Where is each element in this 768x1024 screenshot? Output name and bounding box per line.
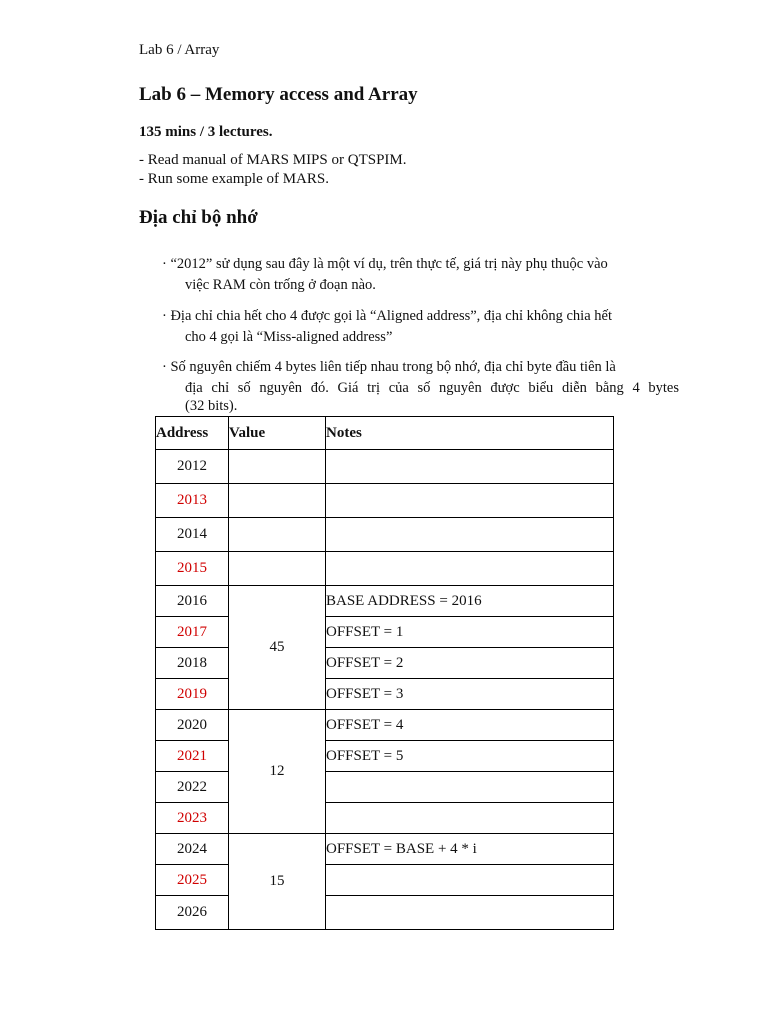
address-cell: 2014 — [156, 518, 229, 552]
bullet-item — [162, 254, 679, 296]
address-cell: 2023 — [156, 803, 229, 834]
table-header-row — [156, 417, 614, 450]
address-cell: 2015 — [156, 552, 229, 586]
address-cell: 2020 — [156, 710, 229, 741]
address-cell: 2026 — [156, 896, 229, 930]
value-cell: 45 — [229, 586, 326, 710]
bullet-text: · “2012” sử dụng sau đây là một ví dụ, trên thực tế, giá trị này phụ thuộc vào — [162, 256, 608, 272]
bullet-text: · Số nguyên chiếm 4 bytes liên tiếp nhau trong bộ nhớ, địa chỉ byte đầu tiên là — [162, 359, 616, 375]
table-row — [156, 896, 614, 930]
bullet-text-continued: cho 4 gọi là “Miss-aligned address” — [185, 329, 393, 345]
table-row — [156, 552, 614, 586]
lab-duration: 135 mins / 3 lectures. — [139, 124, 273, 140]
table-row — [156, 617, 614, 648]
address-cell: 2018 — [156, 648, 229, 679]
notes-cell — [326, 896, 614, 930]
table-row — [156, 741, 614, 772]
table-row — [156, 710, 614, 741]
value-cell: 15 — [229, 834, 326, 930]
bullet-text-continued: địa chỉ số nguyên đó. Giá trị của số nguyên được biểu diễn bằng 4 bytes — [185, 380, 679, 396]
table-row — [156, 772, 614, 803]
bullet-item — [162, 306, 679, 348]
table-row — [156, 865, 614, 896]
table-row — [156, 648, 614, 679]
instruction-line: - Run some example of MARS. — [139, 171, 329, 187]
table-row — [156, 803, 614, 834]
notes-cell: OFFSET = 1 — [326, 617, 614, 648]
table-row — [156, 518, 614, 552]
table-row — [156, 450, 614, 484]
page-header: Lab 6 / Array — [139, 42, 220, 58]
memory-table — [155, 416, 614, 930]
notes-cell — [326, 518, 614, 552]
notes-cell: OFFSET = BASE + 4 * i — [326, 834, 614, 865]
value-cell: 12 — [229, 710, 326, 834]
notes-cell: OFFSET = 2 — [326, 648, 614, 679]
table-row — [156, 679, 614, 710]
notes-cell — [326, 865, 614, 896]
notes-cell: OFFSET = 3 — [326, 679, 614, 710]
table-row — [156, 586, 614, 617]
value-cell — [229, 450, 326, 484]
notes-cell — [326, 484, 614, 518]
address-cell: 2016 — [156, 586, 229, 617]
address-cell: 2019 — [156, 679, 229, 710]
address-cell: 2012 — [156, 450, 229, 484]
address-cell: 2025 — [156, 865, 229, 896]
notes-cell — [326, 772, 614, 803]
notes-cell — [326, 552, 614, 586]
bullet-item — [162, 357, 679, 413]
bullet-text-continued: việc RAM còn trống ở đoạn nào. — [185, 277, 376, 293]
value-cell — [229, 552, 326, 586]
address-cell: 2024 — [156, 834, 229, 865]
address-cell: 2013 — [156, 484, 229, 518]
column-header-value: Value — [229, 417, 326, 450]
address-cell: 2017 — [156, 617, 229, 648]
notes-cell — [326, 450, 614, 484]
address-cell: 2022 — [156, 772, 229, 803]
bullet-text: · Địa chỉ chia hết cho 4 được gọi là “Aligned address”, địa chỉ không chia hết — [162, 308, 612, 324]
column-header-address: Address — [156, 417, 229, 450]
bullet-text-continued: (32 bits). — [185, 398, 238, 414]
value-cell — [229, 518, 326, 552]
value-cell — [229, 484, 326, 518]
notes-cell: BASE ADDRESS = 2016 — [326, 586, 614, 617]
notes-cell: OFFSET = 5 — [326, 741, 614, 772]
section-title: Địa chỉ bộ nhớ — [139, 207, 258, 228]
notes-cell: OFFSET = 4 — [326, 710, 614, 741]
instruction-line: - Read manual of MARS MIPS or QTSPIM. — [139, 152, 407, 168]
column-header-notes: Notes — [326, 417, 614, 450]
table-row — [156, 834, 614, 865]
address-cell: 2021 — [156, 741, 229, 772]
notes-cell — [326, 803, 614, 834]
table-row — [156, 484, 614, 518]
lab-title: Lab 6 – Memory access and Array — [139, 84, 418, 105]
